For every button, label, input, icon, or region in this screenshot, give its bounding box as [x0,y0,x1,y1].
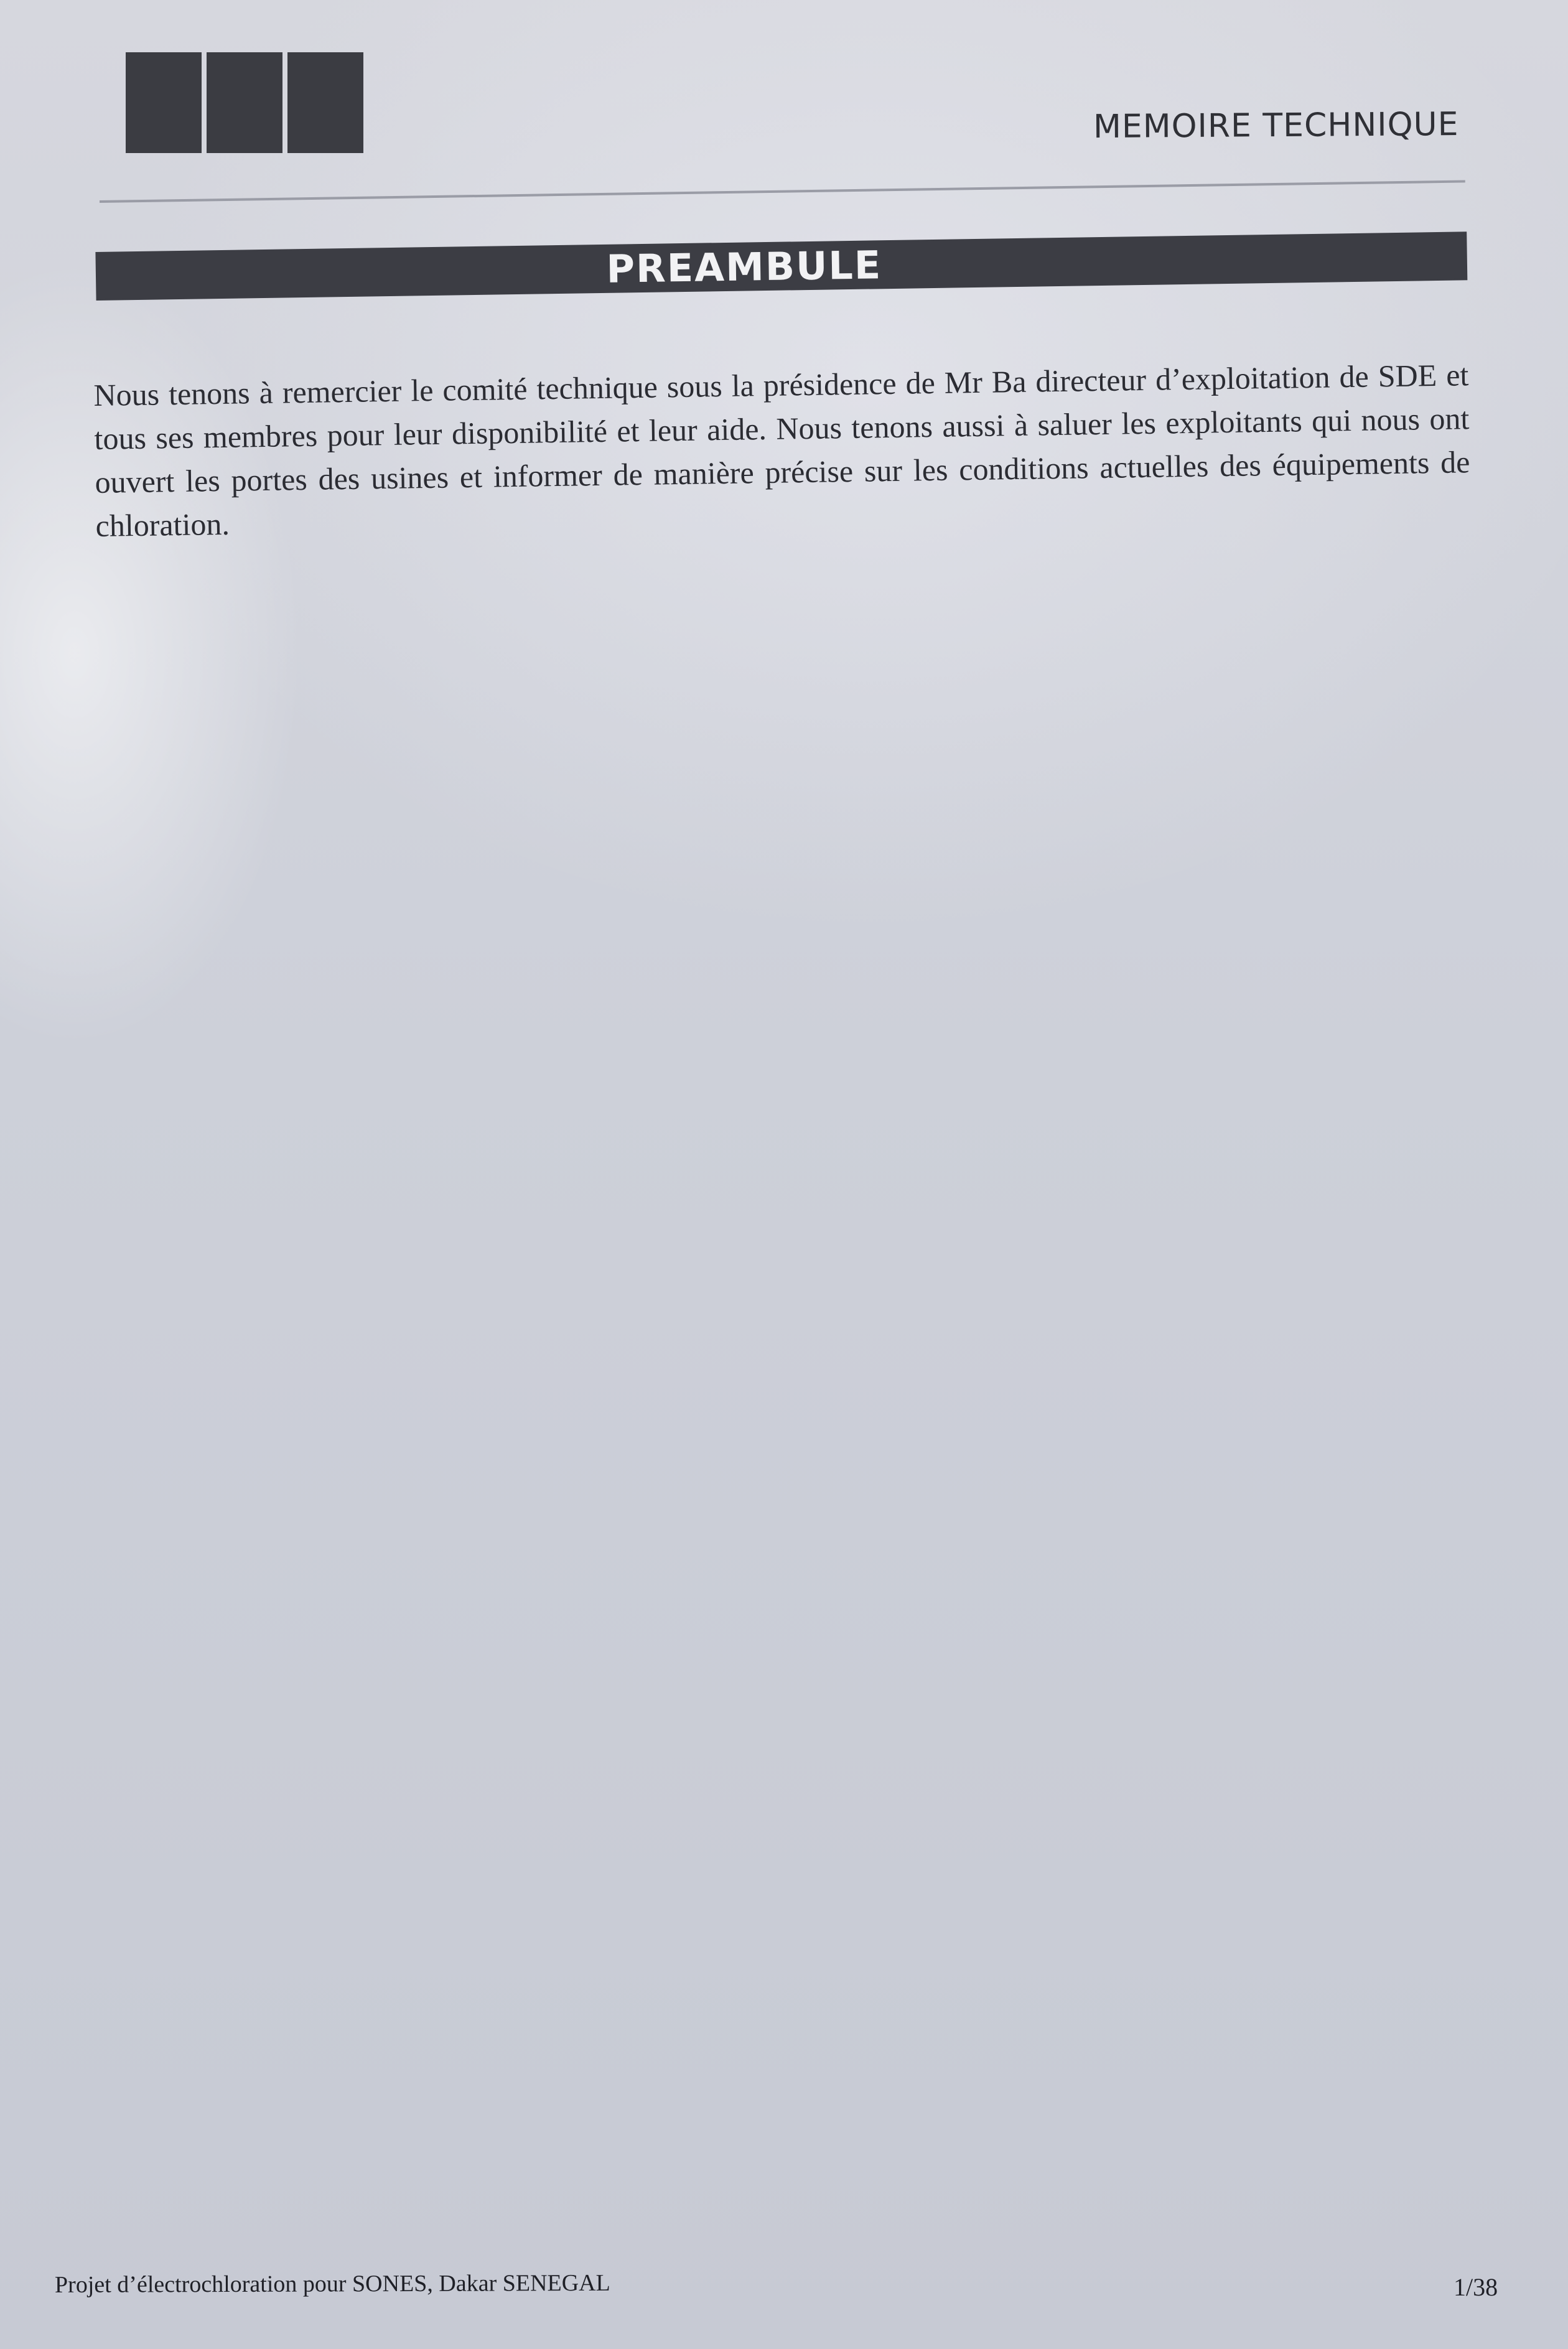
body-paragraph: Nous tenons à remercier le comité technique sous la présidence de Mr Ba directeur d’exploitation de SDE et tous ses membres pour leur disponibilité et leur aide. Nous tenons aussi à saluer les exploitants qui nous ont ouvert les portes des usines et informer de manière précise sur les conditions actuelles des équipements de chloration. [93,357,1470,543]
logo-block-3 [287,52,363,153]
footer-project-name: Projet d’électrochloration pour SONES, Dakar SENEGAL [54,2269,610,2298]
header-divider [100,180,1465,203]
company-logo [126,52,363,153]
section-title: PREAMBULE [606,241,882,292]
footer-page-number: 1/38 [1454,2273,1498,2301]
document-header-title: MEMOIRE TECHNIQUE [1093,106,1459,146]
logo-block-1 [126,52,202,153]
logo-block-2 [207,52,282,153]
section-title-bar [95,231,1467,301]
